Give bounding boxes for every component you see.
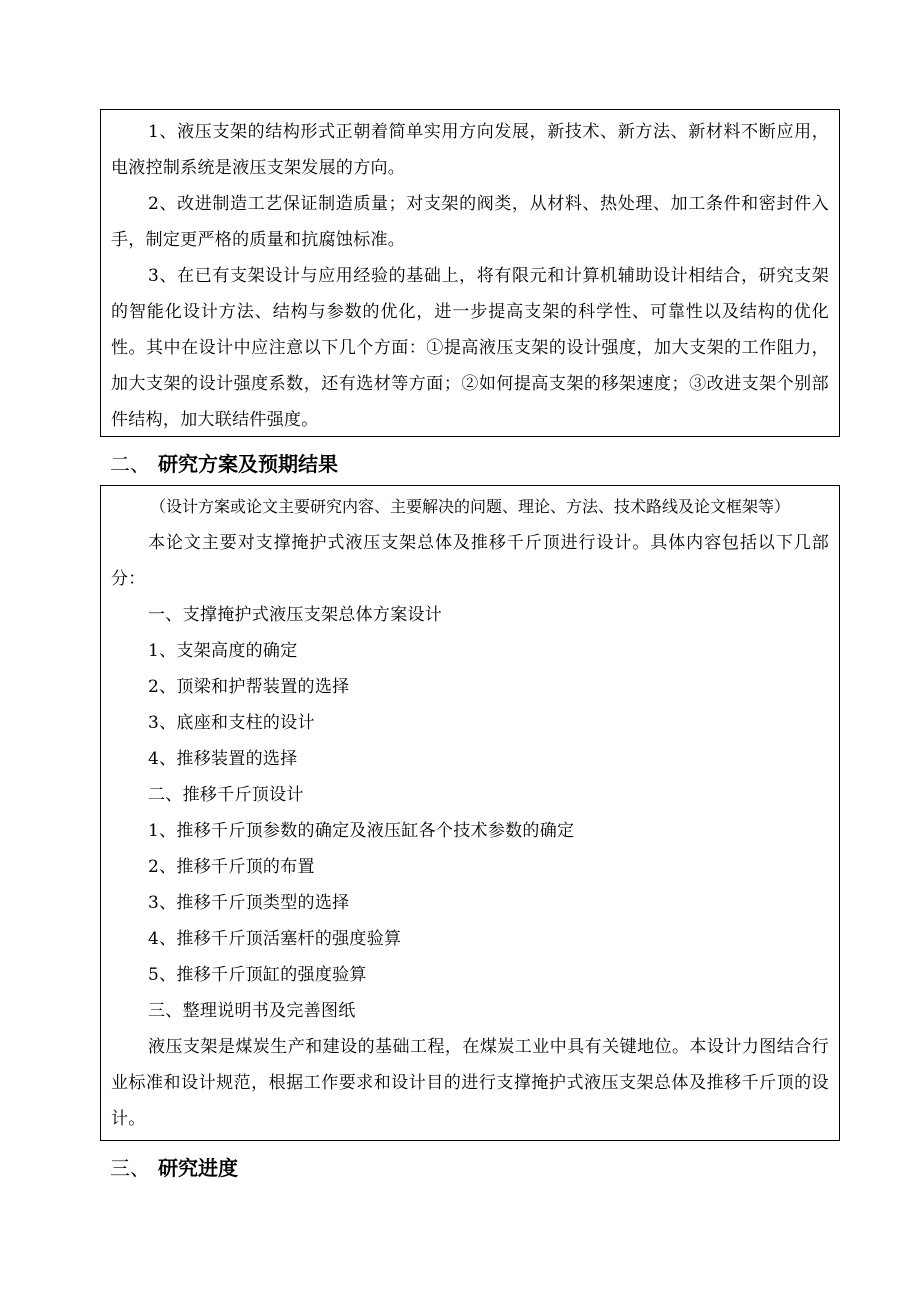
- section-heading-3: [110, 1155, 238, 1181]
- section-heading-3-number: 三、: [110, 1156, 150, 1180]
- section-2-intro: 本论文主要对支撑掩护式液压支架总体及推移千斤顶进行设计。具体内容包括以下几部分：: [111, 533, 829, 589]
- list-item: 2、顶梁和护帮装置的选择: [148, 677, 350, 697]
- section-2-note: （设计方案或论文主要研究内容、主要解决的问题、理论、方法、技术路线及论文框架等）: [149, 497, 790, 516]
- section-heading-2-number: 二、: [110, 452, 150, 476]
- list-item: 3、推移千斤顶类型的选择: [148, 893, 350, 913]
- part-2-title: 二、推移千斤顶设计: [148, 785, 304, 805]
- part-3-title: 三、整理说明书及完善图纸: [148, 1001, 356, 1021]
- paragraph-3: 3、在已有支架设计与应用经验的基础上，将有限元和计算机辅助设计相结合，研究支架的智能化设计方法、结构与参数的优化，进一步提高支架的科学性、可靠性以及结构的优化性。其中在设计中应注意以下几个方面：①提高液压支架的设计强度，加大支架的工作阻力，加大支架的设计强度系数，还有选材等方面；②如何提高支架的移架速度；③改进支架个别部件结构，加大联结件强度。: [111, 266, 829, 430]
- section-1-box: [100, 109, 840, 437]
- section-2-conclusion: 液压支架是煤炭生产和建设的基础工程，在煤炭工业中具有关键地位。本设计力图结合行业标准和设计规范，根据工作要求和设计目的进行支撑掩护式液压支架总体及推移千斤顶的设计。: [111, 1037, 829, 1129]
- list-item: 5、推移千斤顶缸的强度验算: [148, 965, 367, 985]
- list-item: 2、推移千斤顶的布置: [148, 857, 315, 877]
- list-item: 3、底座和支柱的设计: [148, 713, 315, 733]
- section-2-box: [100, 485, 840, 1141]
- paragraph-1: 1、液压支架的结构形式正朝着简单实用方向发展，新技术、新方法、新材料不断应用，电液控制系统是液压支架发展的方向。: [111, 122, 829, 178]
- section-heading-2: [110, 451, 338, 477]
- list-item: 4、推移千斤顶活塞杆的强度验算: [148, 929, 402, 949]
- list-item: 1、推移千斤顶参数的确定及液压缸各个技术参数的确定: [148, 821, 575, 841]
- section-heading-2-title: 研究方案及预期结果: [158, 452, 338, 476]
- part-1-title: 一、支撑掩护式液压支架总体方案设计: [148, 605, 443, 625]
- list-item: 4、推移装置的选择: [148, 749, 298, 769]
- section-heading-3-title: 研究进度: [158, 1156, 238, 1180]
- list-item: 1、支架高度的确定: [148, 641, 298, 661]
- paragraph-2: 2、改进制造工艺保证制造质量；对支架的阀类，从材料、热处理、加工条件和密封件入手，制定更严格的质量和抗腐蚀标准。: [111, 194, 829, 250]
